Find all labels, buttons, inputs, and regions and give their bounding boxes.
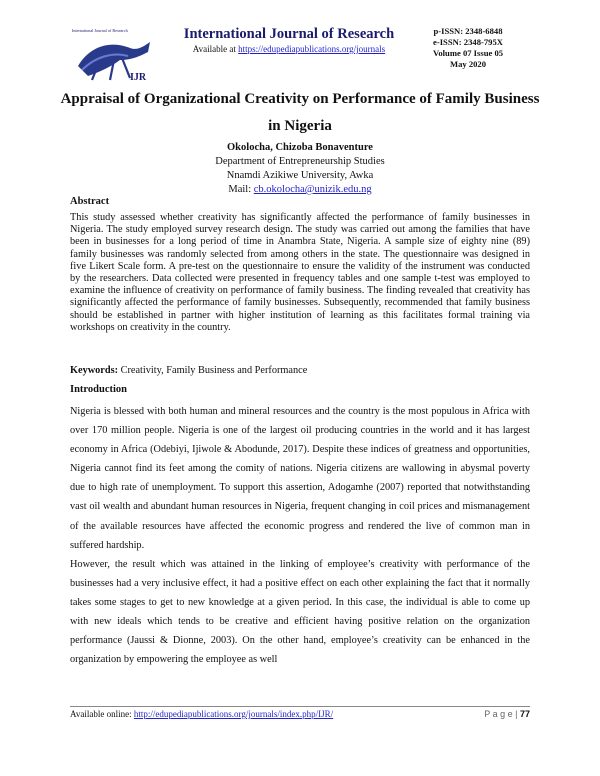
intro-paragraph-2: However, the result which was attained in the linking of employee’s creativity with performance of the businesses had a very inclusive effect, it had a positive effect on each other explaining the fact that it normally takes some stages to get to new knowledge at a given period. In this case, the individual is able to come up with new ideals which tends to be creative and efficient having positive relation on the organization performance (Jaussi & Dionne, 2003). On the other hand, employee’s creativity can be enhanced in the organization by empowering the employee as well (70, 558, 530, 666)
author-block (60, 141, 540, 197)
introduction-heading: Introduction (70, 384, 127, 395)
page-number: 77 (519, 709, 530, 719)
p-issn: p-ISSN: 2348-6848 (433, 26, 503, 36)
footer-available-label: Available online: (70, 709, 134, 719)
page-footer (70, 709, 530, 719)
logo-text: International Journal of Research (72, 28, 128, 33)
keywords-value: Creativity, Family Business and Performance (118, 365, 308, 376)
available-prefix: Available at (192, 44, 239, 54)
journal-logo (70, 26, 170, 86)
journal-url-link[interactable]: https://edupediapublications.org/journals (238, 44, 386, 54)
mail-prefix: Mail: (228, 184, 254, 195)
keywords (70, 365, 530, 376)
volume-issue: Volume 07 Issue 05 (432, 48, 504, 58)
abstract-heading: Abstract (70, 196, 110, 207)
introduction-body (70, 402, 530, 669)
issue-date: May 2020 (449, 59, 487, 69)
intro-paragraph-1: Nigeria is blessed with both human and mineral resources and the country is the most populous in Africa with over 170 million people. Nigeria is one of the largest oil producing countries in the world and it has largest economy in Africa (Odebiyi, Ijiwole & Abodunde, 2017). Despite these indices of greatness and opportunities, Nigeria cannot find its feet among the comity of nations. Nigeria citizens are wallowing in abysmal poverty due to high rate of unemployment. To support this assertion, Adogamhe (2007) reported that notwithstanding vast oil wealth and abundant human resources in Nigeria, frequent changing in coil prices and mismanagement of the available resources have affected the economic progress and rendered the live of common man in suffered hardship. (70, 406, 530, 551)
author-university: Nnamdi Azikiwe University, Awka (226, 170, 374, 181)
footer-url-link[interactable]: http://edupediapublications.org/journals/index.php/IJR/ (133, 709, 334, 719)
issn-block (408, 26, 528, 70)
author-mail (60, 183, 540, 197)
footer-divider (70, 706, 530, 707)
journal-availability (174, 44, 404, 54)
keywords-label: Keywords: (70, 365, 119, 376)
page-label: P a g e | (484, 709, 520, 719)
journal-title: International Journal of Research (183, 26, 395, 42)
e-issn: e-ISSN: 2348-795X (433, 37, 503, 47)
abstract-text: This study assessed whether creativity has significantly affected the performance of family businesses in Nigeria. The study employed survey research design. The study was carried out among the families that have been in businesses for a long period of time in Anambra State, Nigeria. A sample size of eighty nine (89) family businesses was randomly selected from among others in the state. The questionnaire was designed in five Likert Scale form. A pre-test on the questionnaire to ensure the validity of the instrument was conducted by the researchers. Data collected were presented in frequency tables and one sample t-test was employed to examine the influence of creativity on performance of family business. The finding revealed that creativity has significantly affected the performance of family businesses. Subsequently, recommended that family business should be established in partner with higher institution of learning as this facilitates formal training via workshops on creativity in the country. (70, 212, 530, 333)
author-email-link[interactable]: cb.okolocha@unizik.edu.ng (253, 184, 372, 195)
logo-abbr: IJR (130, 72, 147, 83)
author-name: Okolocha, Chizoba Bonaventure (227, 142, 373, 153)
author-department: Department of Entrepreneurship Studies (215, 156, 385, 167)
paper-title: Appraisal of Organizational Creativity on Performance of Family Business in Nigeria (60, 91, 540, 134)
page-number-block (484, 709, 530, 719)
